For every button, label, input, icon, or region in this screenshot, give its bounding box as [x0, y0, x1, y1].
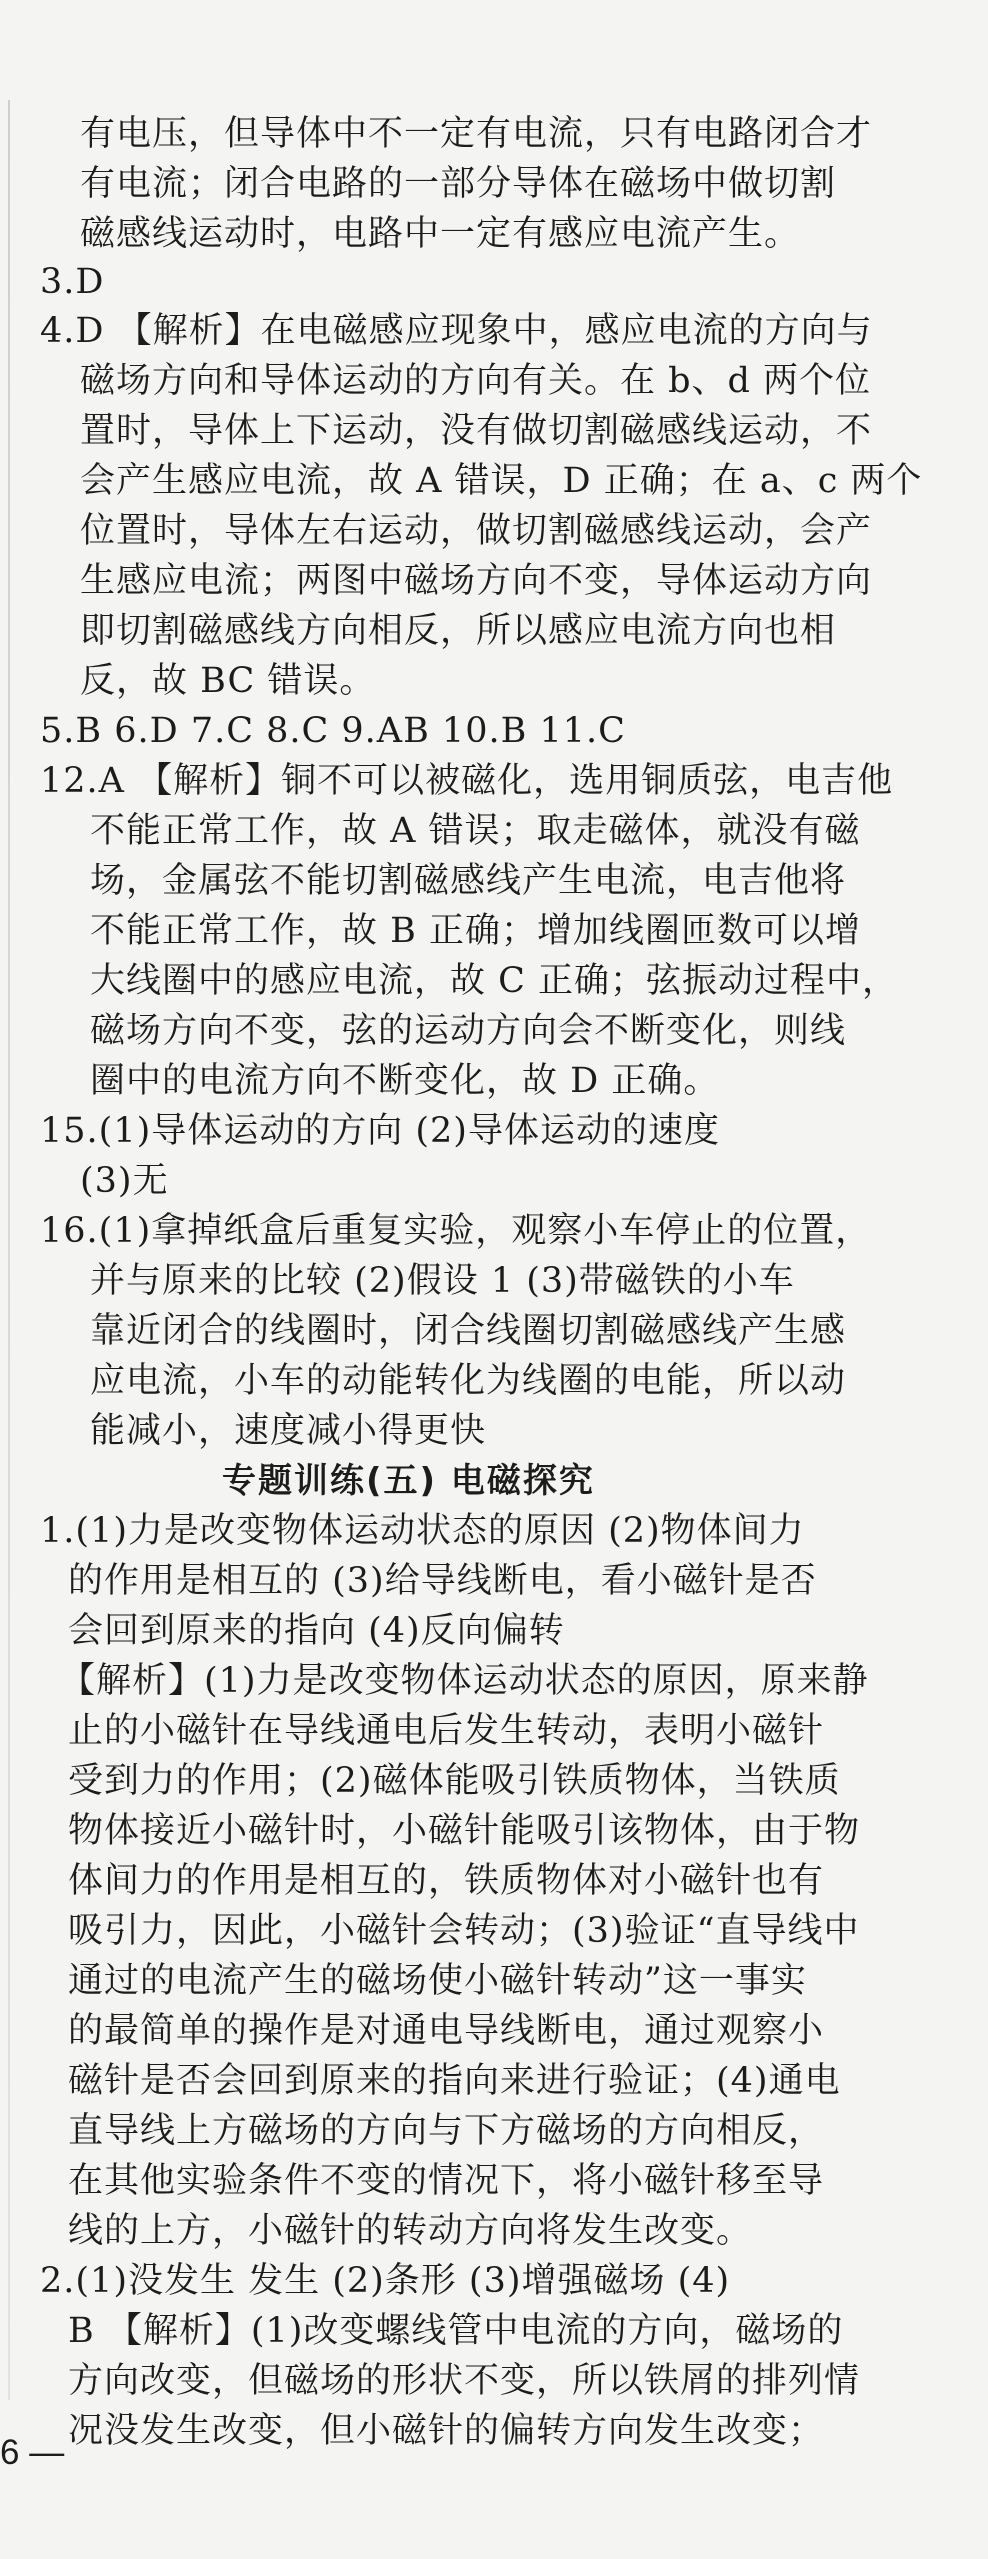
text-line: 在其他实验条件不变的情况下，将小磁针移至导 — [68, 2161, 825, 2201]
text-line: 磁感线运动时，电路中一定有感应电流产生。 — [80, 214, 801, 254]
text-line: 磁针是否会回到原来的指向来进行验证；(4)通电 — [68, 2061, 841, 2101]
text-line: 位置时，导体左右运动，做切割磁感线运动，会产 — [80, 511, 873, 551]
text-line: 应电流，小车的动能转化为线圈的电能，所以动 — [90, 1361, 847, 1401]
text-line: 2.(1)没发生 发生 (2)条形 (3)增强磁场 (4) — [40, 2261, 731, 2301]
text-line: 有电流；闭合电路的一部分导体在磁场中做切割 — [80, 164, 837, 204]
text-line: (3)无 — [80, 1161, 169, 1201]
text-line: 体间力的作用是相互的，铁质物体对小磁针也有 — [68, 1861, 825, 1901]
page-edge-shadow — [8, 100, 10, 2400]
text-line: 的作用是相互的 (3)给导线断电，看小磁针是否 — [68, 1561, 817, 1601]
text-line: 【解析】(1)力是改变物体运动状态的原因，原来静 — [60, 1661, 869, 1701]
text-line: 反，故 BC 错误。 — [80, 661, 376, 701]
text-line: 能减小，速度减小得更快 — [90, 1411, 487, 1451]
text-line: 吸引力，因此，小磁针会转动；(3)验证“直导线中 — [68, 1911, 860, 1951]
text-line: 方向改变，但磁场的形状不变，所以铁屑的排列情 — [68, 2361, 861, 2401]
text-line: 磁场方向和导体运动的方向有关。在 b、d 两个位 — [80, 361, 872, 401]
text-line: 3.D — [40, 262, 105, 302]
text-line: 场，金属弦不能切割磁感线产生电流，电吉他将 — [90, 861, 847, 901]
text-line: 会回到原来的指向 (4)反向偏转 — [68, 1611, 565, 1651]
text-line: 况没发生改变，但小磁针的偏转方向发生改变； — [68, 2411, 825, 2451]
text-line: 会产生感应电流，故 A 错误，D 正确；在 a、c 两个 — [80, 461, 923, 501]
text-line: 的最简单的操作是对通电导线断电，通过观察小 — [68, 2011, 825, 2051]
text-line: 生感应电流；两图中磁场方向不变，导体运动方向 — [80, 561, 873, 601]
text-line: 通过的电流产生的磁场使小磁针转动”这一事实 — [68, 1961, 807, 2001]
text-line: 靠近闭合的线圈时，闭合线圈切割磁感线产生感 — [90, 1311, 847, 1351]
text-line: 5.B 6.D 7.C 8.C 9.AB 10.B 11.C — [40, 711, 626, 751]
text-line: 4.D 【解析】在电磁感应现象中，感应电流的方向与 — [40, 311, 873, 351]
text-line: 止的小磁针在导线通电后发生转动，表明小磁针 — [68, 1711, 825, 1751]
text-line: 直导线上方磁场的方向与下方磁场的方向相反， — [68, 2111, 825, 2151]
text-line: 并与原来的比较 (2)假设 1 (3)带磁铁的小车 — [90, 1261, 795, 1301]
text-line: 12.A 【解析】铜不可以被磁化，选用铜质弦，电吉他 — [40, 761, 894, 801]
section-heading: 专题训练(五) 电磁探究 — [222, 1461, 595, 1501]
text-line: 不能正常工作，故 B 正确；增加线圈匝数可以增 — [90, 911, 861, 951]
text-line: 大线圈中的感应电流，故 C 正确；弦振动过程中， — [90, 961, 899, 1001]
text-line: 受到力的作用；(2)磁体能吸引铁质物体，当铁质 — [68, 1761, 841, 1801]
text-line: B 【解析】(1)改变螺线管中电流的方向，磁场的 — [68, 2311, 844, 2351]
text-line: 16.(1)拿掉纸盒后重复实验，观察小车停止的位置， — [40, 1211, 872, 1251]
text-line: 磁场方向不变，弦的运动方向会不断变化，则线 — [90, 1011, 847, 1051]
text-line: 物体接近小磁针时，小磁针能吸引该物体，由于物 — [68, 1811, 861, 1851]
text-line: 线的上方，小磁针的转动方向将发生改变。 — [68, 2211, 753, 2251]
page-number: 6 — — [0, 2433, 65, 2472]
text-line: 置时，导体上下运动，没有做切割磁感线运动，不 — [80, 411, 873, 451]
text-line: 有电压，但导体中不一定有电流，只有电路闭合才 — [80, 114, 873, 154]
text-line: 不能正常工作，故 A 错误；取走磁体，就没有磁 — [90, 811, 861, 851]
text-line: 1.(1)力是改变物体运动状态的原因 (2)物体间力 — [40, 1511, 805, 1551]
text-line: 即切割磁感线方向相反，所以感应电流方向也相 — [80, 611, 837, 651]
text-line: 圈中的电流方向不断变化，故 D 正确。 — [90, 1061, 720, 1101]
text-line: 15.(1)导体运动的方向 (2)导体运动的速度 — [40, 1111, 720, 1151]
